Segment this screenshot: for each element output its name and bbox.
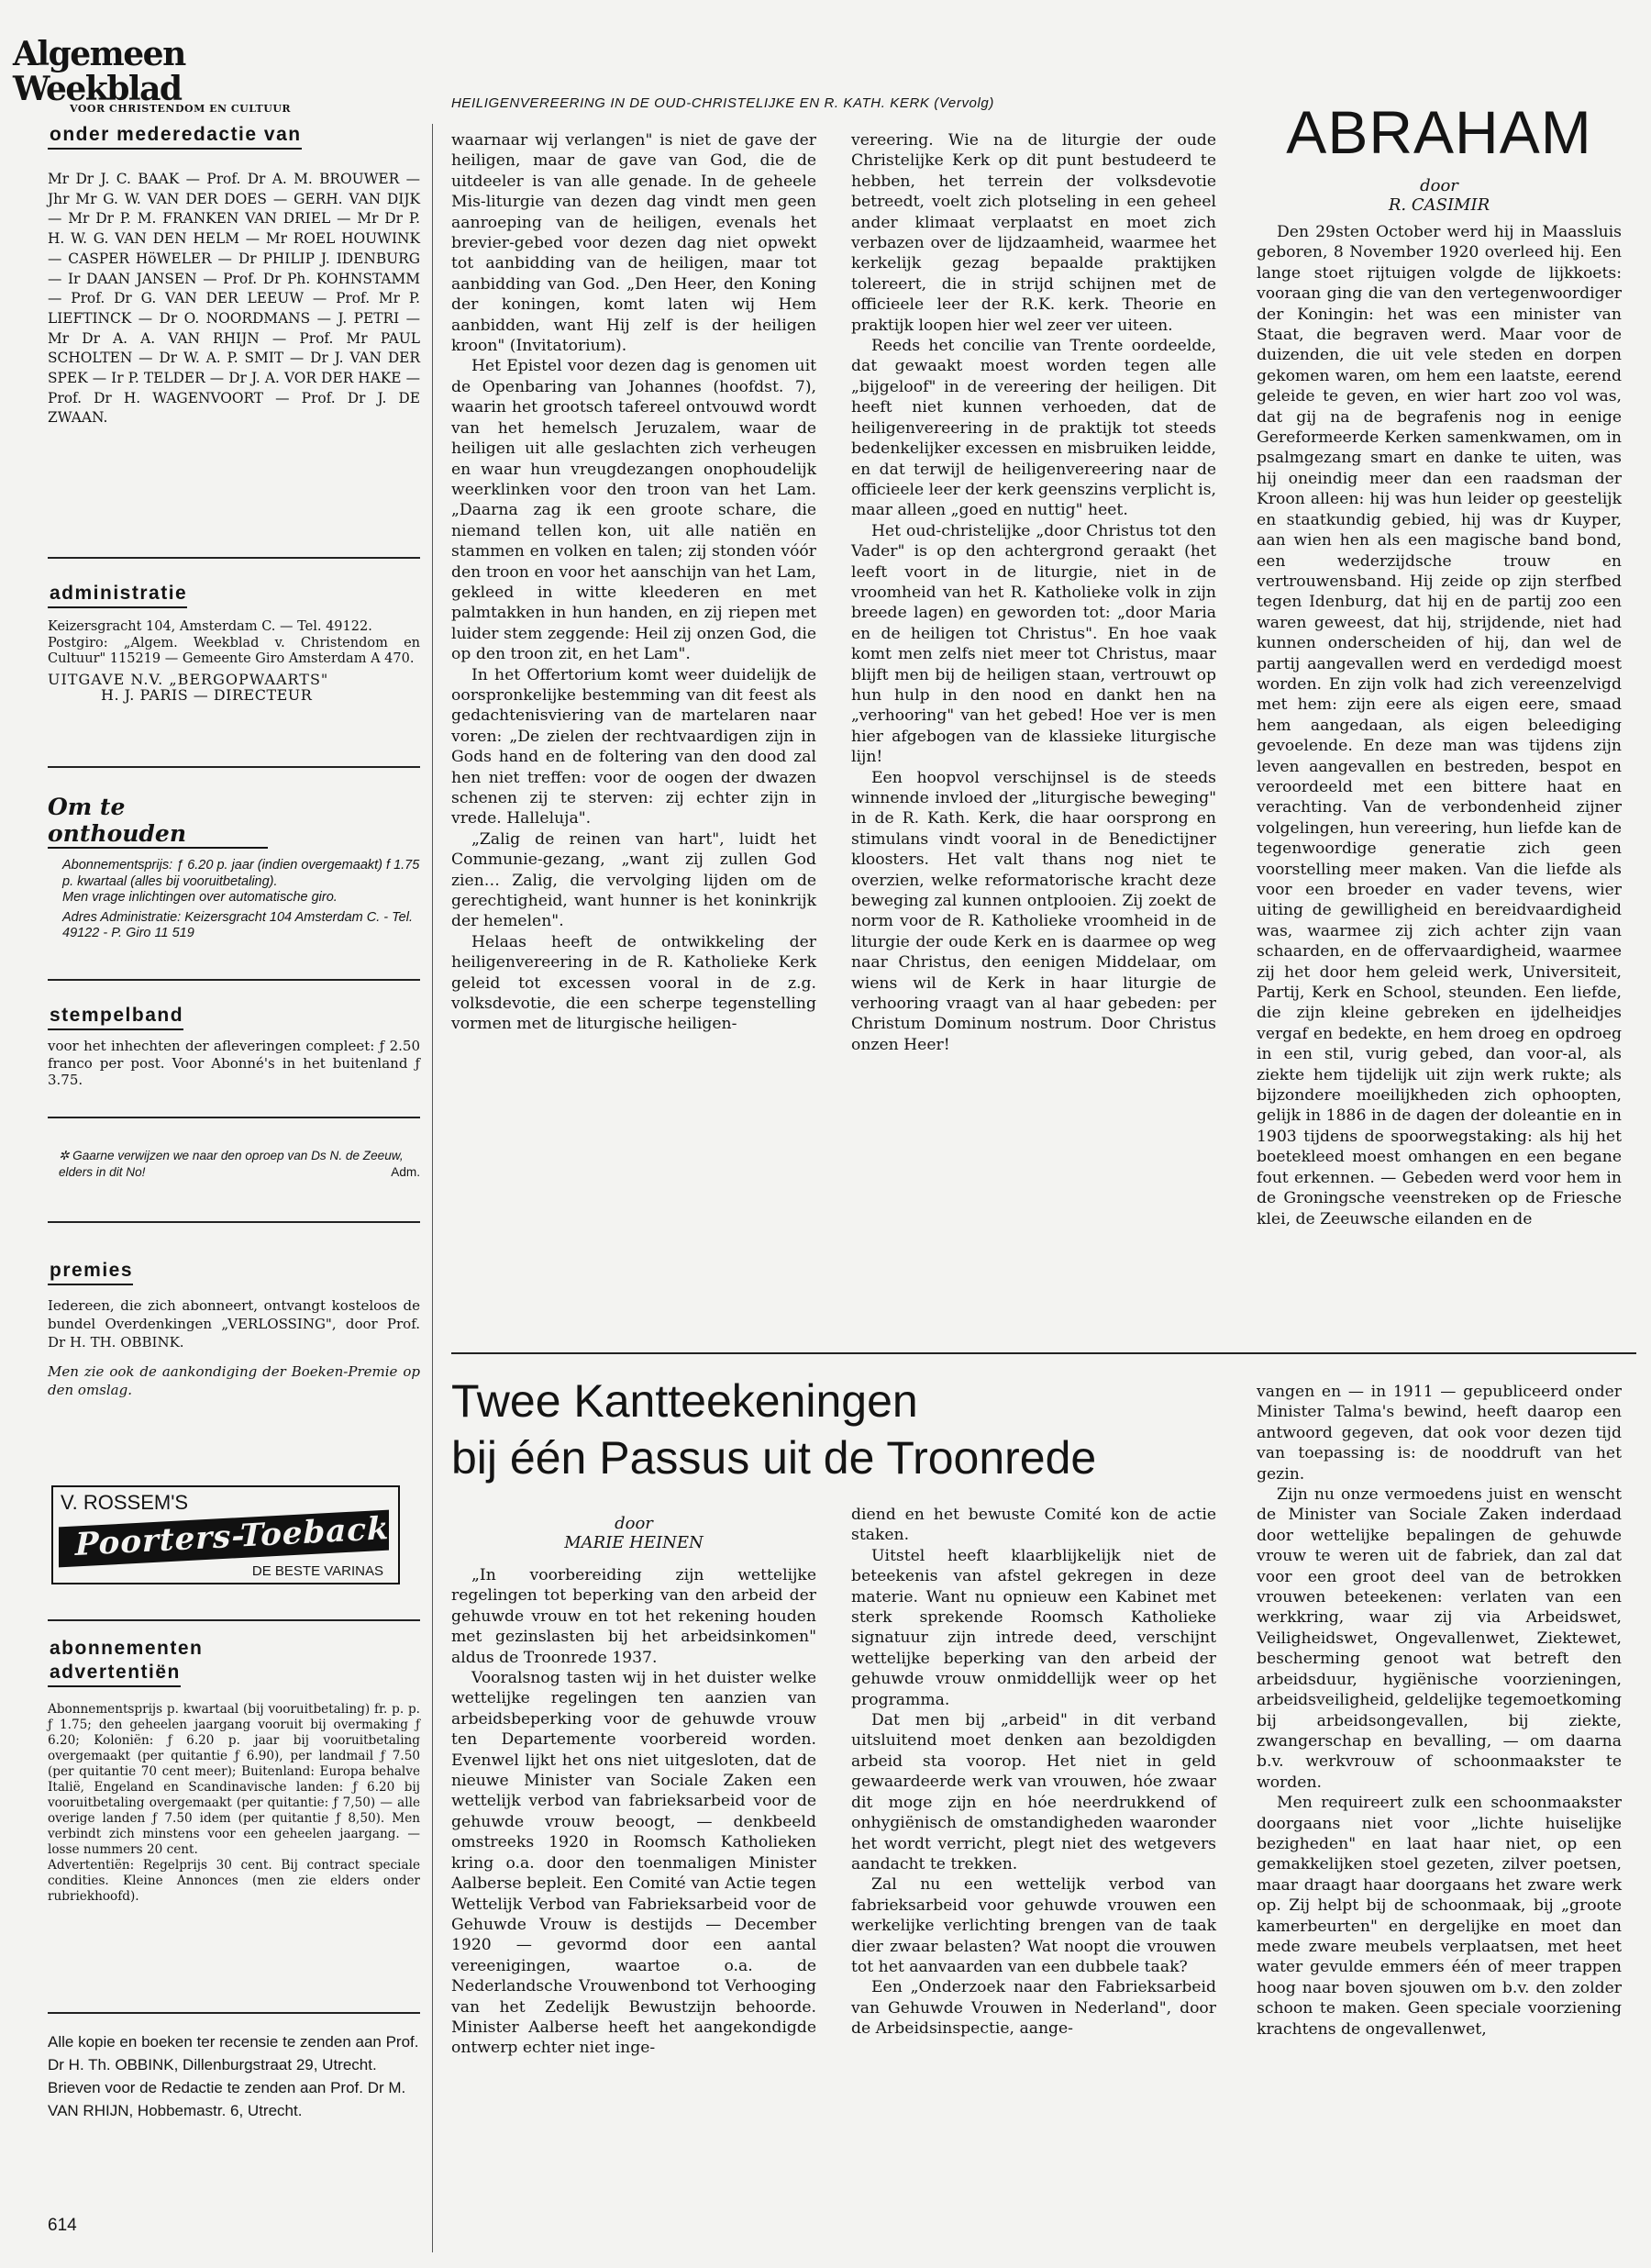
masthead-subtitle: VOOR CHRISTENDOM EN CULTUUR	[70, 103, 292, 115]
abraham-article	[1257, 99, 1622, 1229]
notice-sign: Adm.	[391, 1164, 420, 1179]
masthead-title: Algemeen Weekblad	[13, 35, 185, 108]
heiligen-para: Reeds het concilie van Trente oordeelde, dat gewaakt moest worden tegen alle „bijgeloof" in de vereering der heiligen. Dit heeft niet kunnen verhoeden, dat de heiligenvereering in de praktijk tot steeds bedenkelijker excessen en misbruiken leidde, en dat terwijl de heiligenvereering naar de officieele leer der kerk geenszins verplicht is, maar alleen „goed en nuttig" heet.	[851, 337, 1216, 520]
kopie-notice: Alle kopie en boeken ter recensie te zenden aan Prof. Dr H. Th. OBBINK, Dillenburgstraat 29, Utrecht.	[48, 2033, 419, 2073]
stempelband-heading: stempelband	[48, 1005, 183, 1030]
redactie-list: Mr Dr J. C. BAAK — Prof. Dr A. M. BROUWER — Jhr Mr G. W. VAN DER DOES — GERH. VAN DIJK — Mr Dr P. M. FRANKEN VAN DRIEL — Mr Dr P. H. W. G. VAN DEN HELM — Mr ROEL HOUWINK — CASPER HöWELER — Dr PHILIP J. IDENBURG — Ir DAAN JANSEN — Prof. Dr Ph. KOHNSTAMM — Prof. Dr G. VAN DER LEEUW — Prof. Mr P. LIEFTINCK — Dr O. NOORDMANS — J. PETRI — Mr Dr A. A. VAN RHIJN — Prof. Mr PAUL SCHOLTEN — Dr W. A. P. SMIT — Dr J. VAN DER SPEK — Ir P. TELDER — Dr J. A. VOR DER HAKE — Prof. Dr H. WAGENVOORT — Prof. Dr J. DE ZWAAN.	[48, 171, 420, 427]
abraham-door: door	[1420, 176, 1458, 195]
twee-title-line2: bij één Passus uit de Troonrede	[451, 1432, 1097, 1484]
onthouden-heading: Om te onthouden	[48, 794, 268, 849]
heiligen-para: In het Offertorium komt weer duidelijk de oorspronkelijke bestemming van dit feest als gedachtenisviering van de martelaren naar voren: „De zielen der rechtvaardigen zijn in Gods hand en de foltering van den dood zal hen niet treffen: voor de oogen der dwazen schenen zij te sterven: zij echter zijn in vrede. Halleluja".	[451, 665, 816, 828]
heiligen-para: vereering. Wie na de liturgie der oude Christelijke Kerk op dit punt bestudeerd te hebben, het terrein der volksdevotie betreedt, voelt zich plotseling in een geheel ander klimaat verplaatst en moet zich verbazen over de lijdzaamheid, waarmee het kerkelijk gezag bepaalde praktijken tolereert, die in strijd schijnen met de officieele leer der R.K. kerk. Theorie en praktijk loopen hier wel zeer ver uiteen.	[851, 131, 1216, 335]
twee-para: Zal nu een wettelijk verbod van fabrieksarbeid voor gehuwde vrouwen een werkelijke verlichting brengen van de taak dier zwaar belasten? Wat noopt die vrouwen tot het aanvaarden van een dubbele taak?	[851, 1875, 1216, 1976]
sidebar	[48, 124, 420, 2235]
twee-author: MARIE HEINEN	[564, 1533, 704, 1552]
advertentien-text: Advertentiën: Regelprijs 30 cent. Bij contract speciale condities. Kleine Annonces (men zie elders onder rubriekhoofd).	[48, 1858, 420, 1904]
twee-para: Een „Onderzoek naar den Fabrieksarbeid van Gehuwde Vrouwen in Nederland", door de Arbeidsinspectie, aange-	[851, 1978, 1216, 2039]
twee-col-1	[451, 1514, 816, 2059]
heiligen-col-1	[451, 130, 816, 1035]
abraham-author: R. CASIMIR	[1388, 195, 1490, 215]
onthouden-address: Adres Administratie: Keizersgracht 104 Amsterdam C. - Tel. 49122 - P. Giro 11 519	[62, 909, 413, 941]
notice-text: Gaarne verwijzen we naar den oproep van Ds N. de Zeeuw, elders in dit No!	[59, 1149, 404, 1179]
brieven-notice: Brieven voor de Redactie te zenden aan Prof. Dr M. VAN RHIJN, Hobbemastr. 6, Utrecht.	[48, 2079, 406, 2119]
heiligen-para: waarnaar wij verlangen" is niet de gave der heiligen, maar de gave van God, die de uitdeeler is van alle genade. In de geheele Mis-liturgie van dezen dag vindt men geen aanroeping van de heiligen, evenals het brevier-gebed voor dezen dag niet opwekt tot aanbidding van de heiligen, maar tot aanbidding van God. „Den Heer, den Koning der koningen, komt laten wij Hem aanbidden, want Hij zelf is der heiligen kroon" (Invitatorium).	[451, 131, 816, 356]
heiligen-col-2	[851, 130, 1216, 1055]
redactie-heading: onder mederedactie van	[48, 124, 302, 150]
ad-brand: V. ROSSEM'S	[61, 1491, 189, 1514]
twee-para: vangen en — in 1911 — gepubliceerd onder Minister Talma's bewind, heeft daarop een antwoord gegeven, dat ook voor dezen tijd van toepassing is: de nooddruft van het gezin.	[1257, 1383, 1622, 1484]
twee-para: diend en het bewuste Comité kon de actie staken.	[851, 1506, 1216, 1545]
notice	[48, 1148, 420, 1180]
twee-para: Vooralsnog tasten wij in het duister welke wettelijke regelingen ten aanzien van arbeidsbeperking voor de gehuwde vrouw ten Departemente voorbereid worden. Evenwel lijkt het ons niet uitgesloten, dat de nieuwe Minister van Sociale Zaken een wettelijk verbod van fabrieksarbeid voor de gehuwde vrouw beoogt, — denkbeeld omstreeks 1920 in Roomsch Katholieken kring o.a. door den toenmaligen Minister Aalberse bepleit. Een Comité van Actie tegen Wettelijk Verbod van Fabrieksarbeid voor de Gehuwde Vrouw is destijds — December 1920 — gevormd door een aantal vereenigingen, waartoe o.a. de Nederlandsche Vrouwenbond tot Verhooging van het Zedelijk Bewustzijn behoorde. Minister Aalberse heeft het aangekondigde ontwerp echter niet inge-	[451, 1669, 816, 2058]
premies-note: Men zie ook de aankondiging der Boeken-Premie op den omslag.	[48, 1363, 420, 1398]
heiligen-para: Een hoopvol verschijnsel is de steeds winnende invloed der „liturgische beweging" in de R. Kath. Kerk, die haar oorsprong en stimulans vindt vooral in de Benedictijner kloosters. Het valt thans nog niet te overzien, welke reformatorische kracht deze beweging zal kunnen ontplooien. Zij zoekt de norm voor de R. Katholieke vroomheid in de liturgie der oude Kerk en is daarmee op weg naar Christus, den eenigen Middelaar, om wiens wil de Kerk in haar liturgie de verhooring vraagt van al haar gebeden: per Christum Dominum nostrum. Door Christus onzen Heer!	[851, 768, 1216, 1054]
twee-para: Uitstel heeft klaarblijkelijk niet de beteekenis van afstel gekregen in deze materie. Want nu opnieuw een Kabinet met sterk sprekende Roomsch Katholieke signatuur zijn intrede deed, verschijnt wettelijke beperking van den arbeid der gehuwde vrouw onmiddellijk weer op het programma.	[851, 1546, 1216, 1709]
masthead	[13, 37, 343, 115]
twee-door: door	[615, 1514, 653, 1533]
abonnementen-heading: abonnementen	[50, 1638, 204, 1659]
advertentien-heading: advertentiën	[48, 1662, 181, 1687]
page-number: 614	[48, 2216, 77, 2235]
onthouden-price: Abonnementsprijs: ƒ 6.20 p. jaar (indien overgemaakt) f 1.75 p. kwartaal (alles bij vooruitbetaling).	[62, 858, 420, 889]
twee-para: Zijn nu onze vermoedens juist en wenscht de Minister van Sociale Zaken inderdaad door wettelijke bepalingen de gehuwde vrouw te weren uit de fabriek, dan zal dat voor een groot deel van de betrokken vrouwen beteekenen: verlaten van een werkkring, waar zij via Arbeidswet, Veiligheidswet, Ongevallenwet, Ziektewet, bescherming genoot wat betreft den arbeidsduur, hygiënische voorzieningen, arbeidsveiligheid, geldelijke tegemoetkoming bij arbeidsongevallen, bij ziekte, zwangerschap en bevalling, — om daarna b.v. werkvrouw of schoonmaakster te worden.	[1257, 1485, 1622, 1792]
heiligen-para: Het oud-christelijke „door Christus tot den Vader" is op den achtergrond geraakt (het leeft voort in de liturgie, niet in de vroomheid van het R. Katholieke volk in zijn breede lagen) en geworden tot: „door Maria en de heiligen tot Christus". En hoe vaak komt men zelfs niet meer tot Christus, maar blijft men bij de heiligen staan, vertrouwt op hun hulp in den nood en dankt hen na „verhooring" van het gebed! Hoe ver is men hier afgebogen van de klassieke liturgische lijn!	[851, 521, 1216, 767]
twee-col-3	[1257, 1382, 1622, 2040]
abonnementen-text: Abonnementsprijs p. kwartaal (bij vooruitbetaling) fr. p. p. ƒ 1.75; den geheelen jaargang vooruit bij overmaking ƒ 6.20; Koloniën: ƒ 6.20 p. jaar bij vooruitbetaling overgemaakt (per quitantie ƒ 6.90), per landmail ƒ 7.50 (per quitantie 70 cent meer); Buitenland: Europa behalve Italië, Engeland en Scandinavische landen: ƒ 6.20 bij vooruitbetaling overgemaakt (per quitantie: ƒ 7,50) — alle overige landen ƒ 7.50 idem (per quitantie ƒ 8,50). Men verbindt zich minstens voor een geheelen jaargang. — losse nummers 20 cent.	[48, 1702, 420, 1857]
administratie-heading: administratie	[48, 583, 187, 608]
publisher: UITGAVE N.V. „BERGOPWAARTS"	[48, 670, 329, 688]
twee-para: „In voorbereiding zijn wettelijke regelingen tot beperking van den arbeid der gehuwde vrouw en tot het rekening houden met gezinslasten bij het arbeidsinkomen" aldus de Troonrede 1937.	[451, 1566, 816, 1667]
heiligen-para: Helaas heeft de ontwikkeling der heiligenvereering in de R. Katholieke Kerk geleid tot excessen vooral in de z.g. volksdevotie, die een scherpe tegenstelling vormen met de liturgische heiligen-	[451, 932, 816, 1034]
ad-tagline: DE BESTE VARINAS	[251, 1563, 383, 1579]
premies-heading: premies	[48, 1260, 133, 1285]
ad-product: Poorters-Toeback	[75, 1510, 390, 1563]
twee-para: Men requireert zulk een schoonmaakster doorgaans niet voor „lichte huiselijke bezigheden" en laat haar niet, op een gemakkelijken stoel gezeten, zilver poetsen, maar draagt haar doorgaans het zware werk op. Zij helpt bij de schoonmaak, bij „groote kamerbeurten" en dergelijke en moet dan mede zware meubels verplaatsen, met heet water gevulde emmers één of meer trappen hoog naar boven sjouwen om b.v. den zolder schoon te maken. Geen speciale voorziening krachtens de ongevallenwet,	[1257, 1794, 1622, 2039]
administratie-giro: Postgiro: „Algem. Weekblad v. Christendom en Cultuur" 115219 — Gemeente Giro Amsterdam A 470.	[48, 635, 420, 667]
heiligen-para: „Zalig de reinen van hart", luidt het Communie-gezang, „want zij zullen God zien… Zalig, die vervolging lijden om de gerechtigheid, want hunner is het koninkrijk der hemelen".	[451, 829, 816, 931]
abraham-title: ABRAHAM	[1286, 98, 1592, 166]
twee-para: Dat men bij „arbeid" in dit verband uitsluitend moet denken aan bezoldigden arbeid sta voorop. Het niet in geld gewaardeerde werk van vrouwen, hóe zwaar dit moge zijn en hóe neerdrukkend of onhygiënisch de omstandigheden waaronder het wordt verricht, plegt niet des wetgevers aandacht te trekken.	[851, 1711, 1216, 1873]
twee-col-2	[851, 1505, 1216, 2040]
abraham-text: Den 29sten October werd hij in Maassluis geboren, 8 November 1920 overleed hij. Een lange stoet rijtuigen volgde de lijkkoets: vooraan ging die van den vertegenwoordiger der Koningin: het was een minister van Staat, die begraven werd. Maar voor de duizenden, die uit vele steden en dorpen gekomen waren, om hem een laatste, eerend geleide te geven, en wier hart zoo vol was, dat gij na de begrafenis nog in eenige Gereformeerde Kerken samenkwamen, om in psalmgezang smart en danke te uiten, was hij oneindig meer dan een raadsman der Kroon alleen: hij was hun leider op geestelijk en staatkundig gebied, hij was dr Kuyper, aan wien hen als een magische band bond, een wederzijdsche trouw en vertrouwensband. Hij zeide op zijn sterfbed tegen Idenburg, dat hij en de partij zoo een waren geweest, dat hij, strijdende, niet had kunnen onderscheiden of hij, dan wel de partij aangevallen werd en verdedigd moest worden. En zijn volk had zich vereenzelvigd met hem: zijn eere als eigen eere, smaad hem aangedaan, als eigen beleediging gevoelende. En deze man was tijdens zijn leven aangevallen en bestreden, bespot en veroordeeld met een bittere haat en verachting. Van de verbondenheid zijner volgelingen, hun vereering, hun liefde kan de tegenwoordige generatie zich geen voorstelling meer maken. Van die liefde als voor een broeder en vader tevens, wier uiting de gewilligheid en bereidvaardigheid was, waarmee zij zich achter zijn vaan schaarden, en de offervaardigheid, waarmee zij het door hem geleid werk, Universiteit, Partij, Kerk en School, steunden. Een liefde, die zijn kleine gebreken en ijdelheidjes vergaf en bedekte, en hem droeg en opdroeg in een stil, vurig gebed, dan voor-al, als ziekte hem tijdelijk uit zijn werk rukte; als bijzondere moeilijkheden zich ophoopten, gelijk in 1886 in de dagen der doleantie en in 1903 tijdens de spoorwegstaking: als hij het boetekleed moest omhangen en een begane fout erkennen. — Gebeden werd voor hem in de Groningsche veenstreken op de Friesche klei, de Zeeuwsche eilanden en de	[1257, 223, 1622, 1228]
running-head: HEILIGENVEREERING IN DE OUD-CHRISTELIJKE EN R. KATH. KERK (Vervolg)	[451, 95, 994, 111]
onthouden-giro: Men vrage inlichtingen over automatische giro.	[62, 890, 338, 906]
heiligen-para: Het Epistel voor dezen dag is genomen uit de Openbaring van Johannes (hoofdst. 7), waarin het grootsch tafereel ontvouwd wordt van het hemelsch Jeruzalem, waar de heiligen uit alle geslachten zich verheugen en waar hun vreugdezangen onophoudelijk weerklinken voor den troon van het Lam. „Daarna zag ik een groote schare, die niemand tellen kon, uit alle natiën en stammen en volken en talen; zij stonden vóór den troon en voor het aanschijn van het Lam, gekleed in witte kleederen en met palmtakken in hun handen, en zij riepen met luider stem zeggende: Heil zij onzen God, die op den troon zit, en het Lam".	[451, 357, 816, 664]
premies-text: Iedereen, die zich abonneert, ontvangt kosteloos de bundel Overdenkingen „VERLOSSING", door Prof. Dr H. TH. OBBINK.	[48, 1297, 420, 1351]
tobacco-ad	[51, 1485, 400, 1584]
administratie-address: Keizersgracht 104, Amsterdam C. — Tel. 49122.	[48, 619, 372, 634]
asterisk-icon: ✲	[59, 1149, 73, 1162]
twee-header	[451, 1373, 1222, 1486]
director: H. J. PARIS — DIRECTEUR	[101, 686, 313, 705]
stempelband-text: voor het inhechten der afleveringen compleet: ƒ 2.50 franco per post. Voor Abonné's in het buitenland ƒ 3.75.	[48, 1038, 420, 1088]
twee-title-line1: Twee Kantteekeningen	[451, 1375, 918, 1427]
